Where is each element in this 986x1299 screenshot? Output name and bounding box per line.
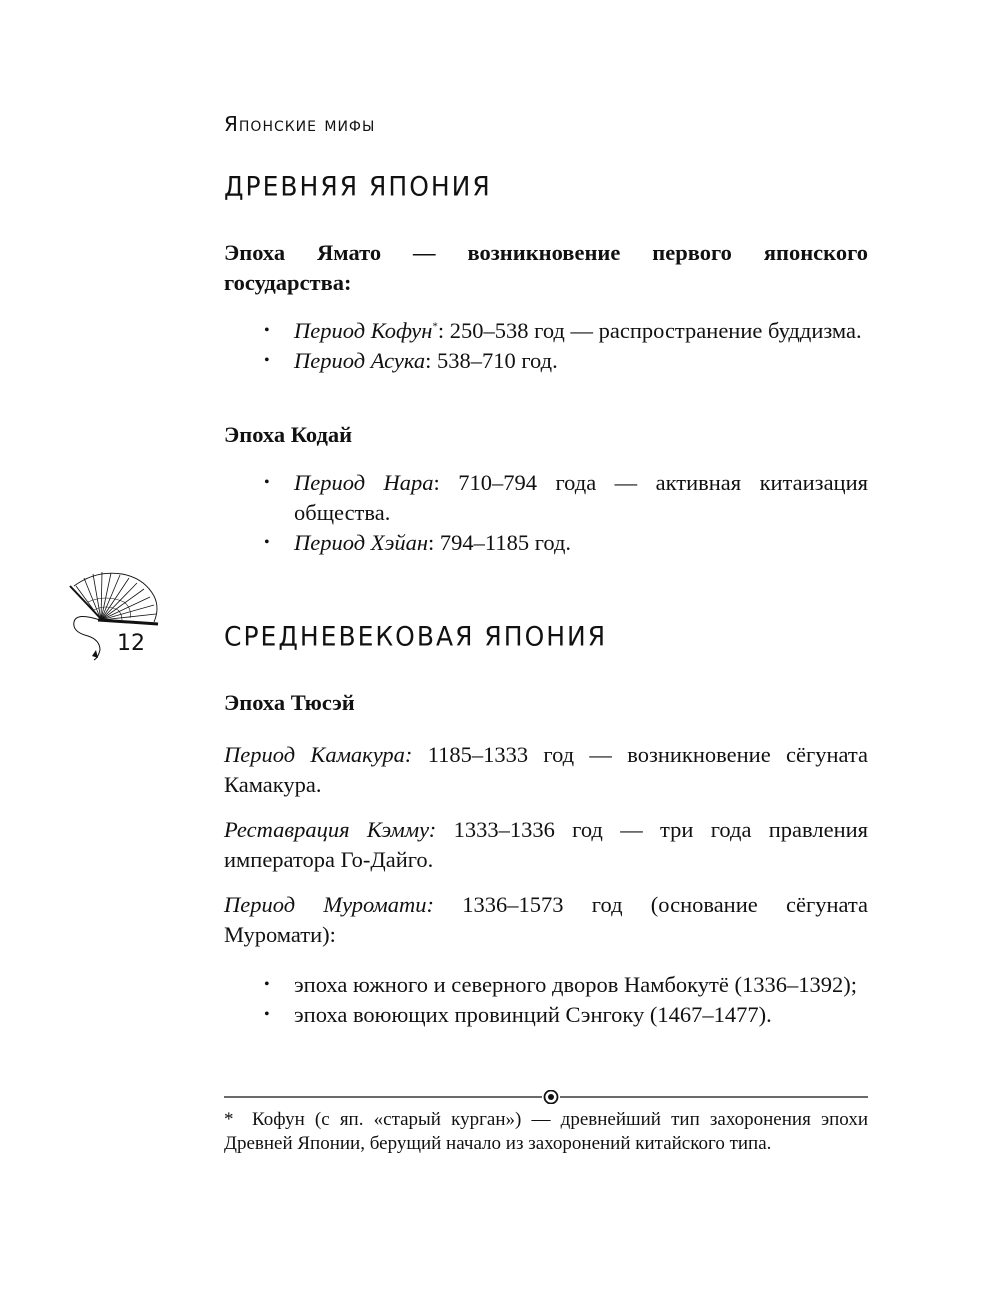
chusei-heading: Эпоха Тюсэй xyxy=(224,690,355,715)
list-item xyxy=(294,346,868,376)
period-text: 1333–1336 год — три года правления императора Го-Дайго. xyxy=(224,817,869,872)
list-item: • эпоха южного и северного дворов Намбокутё (1336–1392); xyxy=(294,970,868,1000)
period-label: Период Камакура: xyxy=(224,742,413,767)
footnote-mark: * xyxy=(224,1109,234,1130)
period-text: : 538–710 год. xyxy=(425,348,558,373)
section-title-medieval: СРЕДНЕВЕКОВАЯ ЯПОНИЯ xyxy=(224,621,608,652)
yamato-block xyxy=(224,238,868,376)
footnote-divider xyxy=(224,1090,868,1104)
list-item xyxy=(294,316,868,346)
period-text: 1336–1573 год (основание сёгуната Муромати): xyxy=(224,892,868,947)
footnote-text: Кофун (с яп. «старый курган») — древнейший тип захоронения эпохи Древней Японии, берущий начало из захоронений китайского типа. xyxy=(224,1109,868,1154)
period-label: Реставрация Кэмму: xyxy=(224,817,437,842)
period-label: Период Хэйан xyxy=(294,530,429,555)
period-text: : 794–1185 год. xyxy=(428,530,572,555)
footnote xyxy=(224,1108,868,1156)
period-text: : 250–538 год — распространение буддизма. xyxy=(437,318,862,343)
footnote-mark[interactable]: * xyxy=(432,320,438,333)
paragraph-muromachi xyxy=(224,890,868,950)
period-label: Период Нара xyxy=(294,470,434,495)
paragraph-kemmu xyxy=(224,815,868,875)
period-label: Период Асука xyxy=(294,348,426,373)
page-number: 12 xyxy=(117,631,145,656)
period-text: : 710–794 года — активная китаизация общества. xyxy=(294,470,868,525)
kodai-block xyxy=(224,420,868,558)
list-item: • эпоха воюющих провинций Сэнгоку (1467–1477). xyxy=(294,1000,868,1030)
yamato-list xyxy=(224,316,868,376)
yamato-heading: Эпоха Ямато — возникновение первого японского государства: xyxy=(224,240,868,295)
running-head: Японские мифы xyxy=(224,112,376,136)
section-title-ancient: ДРЕВНЯЯ ЯПОНИЯ xyxy=(224,171,492,202)
chusei-block xyxy=(224,688,868,1030)
muromachi-list xyxy=(224,970,868,1030)
kodai-heading: Эпоха Кодай xyxy=(224,422,353,447)
list-item xyxy=(294,528,868,558)
period-label: Период Муромати: xyxy=(224,892,435,917)
kodai-list xyxy=(224,468,868,558)
period-label: Период Кофун xyxy=(294,318,433,343)
list-item xyxy=(294,468,868,528)
period-text: 1185–1333 год — возникновение сёгуната Камакура. xyxy=(224,742,868,797)
paragraph-kamakura xyxy=(224,740,868,800)
